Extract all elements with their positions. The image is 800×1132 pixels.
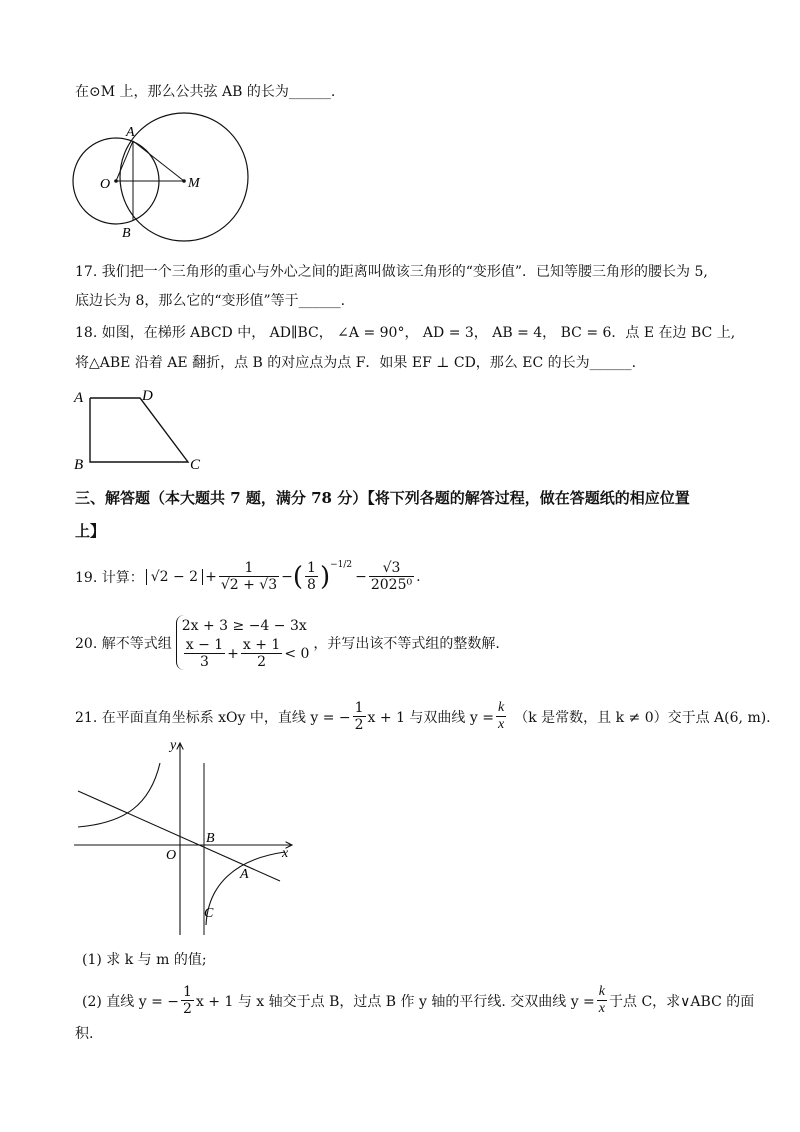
hyperbola-branch-upper [78, 763, 160, 827]
figure-16-circles [70, 110, 255, 250]
circle-m [120, 113, 248, 241]
question-21-part-2: (2) 直线 y = − $\frac{1}{2}$ x + 1 与 x 轴交于点 B，过点 B 作 y 轴的平行线. 交双曲线 y = $\frac{k}{x}$ 于点 C，求∨ABC 的面 [82, 984, 755, 1017]
problem-21: 21. 在平面直角坐标系 xOy 中，直线 y = − $\frac{1}{2}$ x + 1 与双曲线 y = $\frac{k}{x}$ （k 是常数，且 k ≠ 0）交于点 A(6, m). [75, 700, 771, 733]
question-21-part-1: (1) 求 k 与 m 的值; [82, 952, 207, 968]
inequality-system [176, 615, 310, 670]
label-c: C [204, 906, 214, 921]
problem-20-suffix: ，并写出该不等式组的整数解. [313, 635, 500, 652]
inequality-2: $\frac{x - 1}{3}$ + $\frac{x + 1}{2}$ < 0 [185, 637, 310, 670]
label-b: B [122, 226, 131, 241]
label-c: C [190, 457, 201, 473]
label-d: D [142, 388, 153, 404]
figure-21-graph [70, 735, 300, 940]
label-m: M [188, 176, 200, 191]
problem-19-prefix: 19. 计算： [75, 569, 144, 586]
label-y: y [170, 738, 177, 753]
label-o: O [166, 848, 177, 863]
problem-18-line-1: 18. 如图，在梯形 ABCD 中， AD∥BC， ∠A = 90°， AD = 3， AB = 4， BC = 6．点 E 在边 BC 上, [75, 325, 736, 341]
problem-19-abs-value: √2 − 2 [146, 569, 203, 585]
section-3-heading-line-2: 上】 [75, 522, 106, 540]
problem-19-frac-1: $\frac{1}{√2 + √3}$ [220, 560, 278, 593]
label-b: B [74, 457, 84, 473]
point-o [114, 179, 118, 183]
problem-19-paren-frac: $\frac{1}{8}$ [307, 560, 316, 593]
trapezoid-abcd [90, 398, 188, 462]
question-21-part-2-line-2: 积. [75, 1026, 94, 1042]
point-m [182, 179, 186, 183]
problem-20 [75, 615, 500, 670]
label-a: A [126, 125, 135, 140]
label-a: A [74, 390, 84, 406]
problem-20-prefix: 20. 解不等式组 [75, 635, 172, 652]
label-a: A [240, 867, 249, 882]
figure-18-trapezoid [70, 385, 220, 480]
label-b: B [206, 831, 215, 846]
inequality-1: 2x + 3 ≥ −4 − 3x [181, 618, 307, 634]
label-o: O [100, 177, 111, 192]
problem-19-exponent: −1/2 [330, 560, 353, 570]
hyperbola-branch-lower [206, 852, 285, 925]
line-y [78, 791, 280, 881]
problem-19-frac-2: $\frac{√3}{\text{2025⁰}}$ [370, 560, 413, 593]
problem-17-line-1: 17. 我们把一个三角形的重心与外心之间的距离叫做该三角形的“变形值”．已知等腰三角形的腰长为 5, [75, 264, 708, 280]
problem-18-line-2: 将△ABE 沿着 AE 翻折，点 B 的对应点为点 F．如果 EF ⊥ CD，那么 EC 的长为______. [75, 355, 637, 371]
problem-21-k-over-x: $\frac{k}{x}$ [497, 700, 505, 732]
problem-21-slope-frac: $\frac{1}{2}$ [354, 700, 364, 733]
problem-17-line-2: 底边长为 8，那么它的“变形值”等于______. [75, 293, 346, 309]
problem-19: 19. 计算： √2 − 2 + $\frac{1}{√2 + √3}$ − ( $\frac{1}{8}$ ) $^{-1/2}$ − $\frac{√3}{\text{2025⁰}}$ . [75, 560, 421, 593]
label-x: x [282, 846, 289, 861]
section-3-heading-line-1: 三、解答题（本大题共 7 题，满分 78 分）【将下列各题的解答过程，做在答题纸的相应位置 [75, 489, 690, 507]
problem-16-tail: 在⊙M 上，那么公共弦 AB 的长为______. [75, 84, 336, 100]
segment-ao [116, 141, 133, 181]
